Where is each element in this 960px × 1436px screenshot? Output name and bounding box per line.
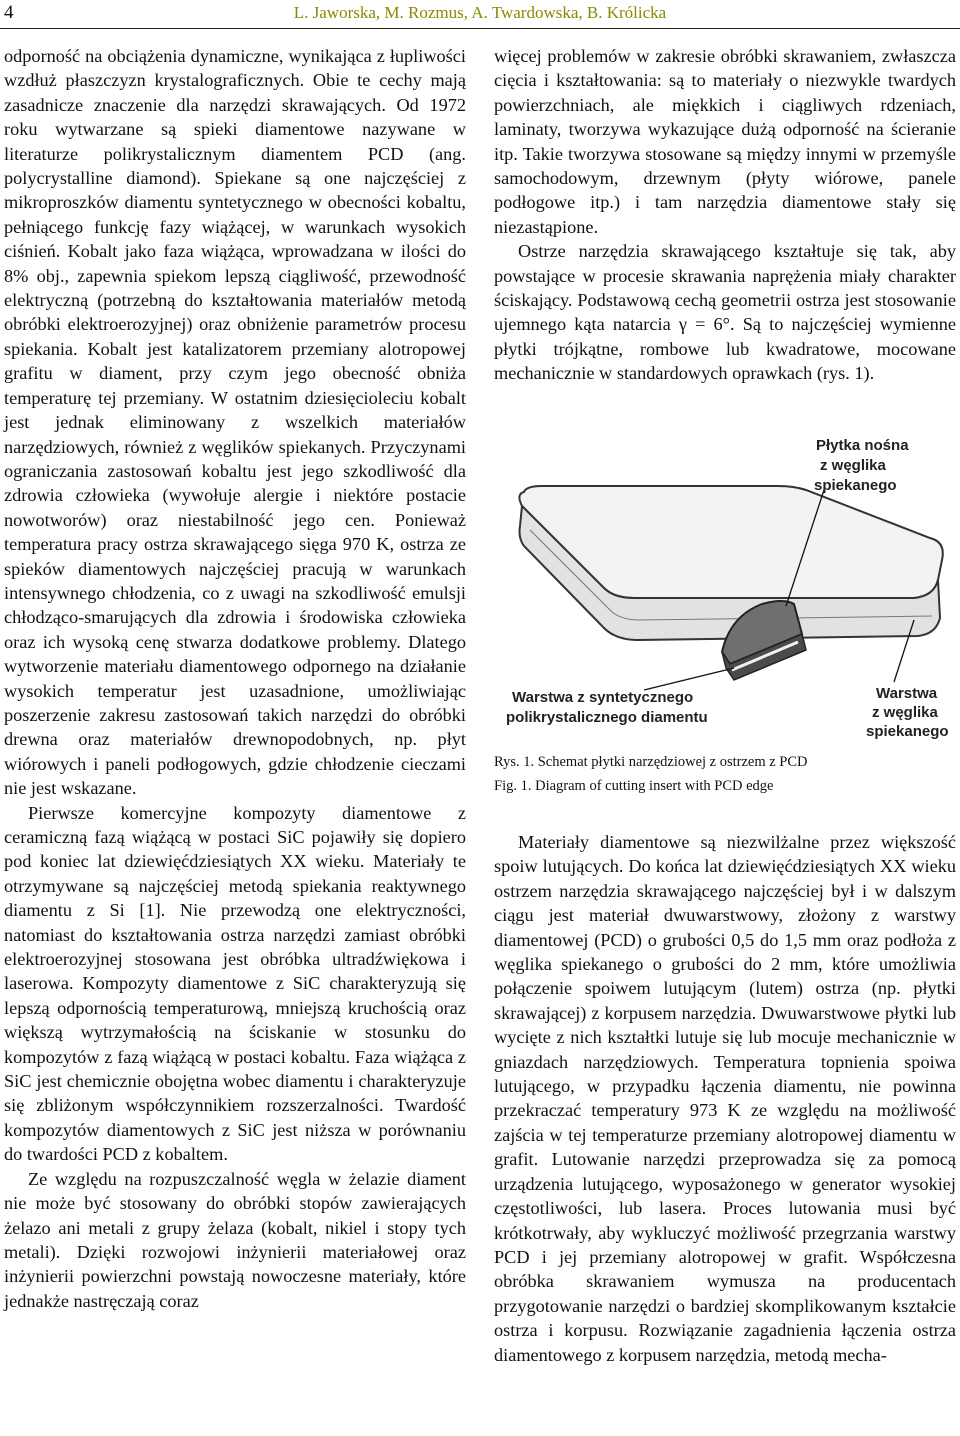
page-number: 4 [4,2,14,23]
left-paragraph-3: Ze względu na rozpuszczalność węgla w żelazie diament nie może być stosowany do obróbki stopów zawierających żelazo ani metali z grupy żelaza (kobalt, nikiel i stopy tych metali). Dzięki rozwojowi inżynierii materiałowej oraz inżynierii powierzchni powstają nowoczesne materiały, które jednakże nastręczają coraz [4,1168,466,1311]
figure-caption-en: Fig. 1. Diagram of cutting insert with PCD edge [494,778,774,794]
running-header-authors: L. Jaworska, M. Rozmus, A. Twardowska, B. Królicka [293,3,667,22]
right-column-bottom [494,830,956,1367]
label-carbide-line2: z węglika [872,704,938,721]
right-paragraph-3: Materiały diamentowe są niezwilżalne przez większość spoiw lutujących. Do końca lat dziewięćdziesiątych XX wieku ostrzem narzędzia skrawającego najczęściej był i w dalszym ciągu jest materiał dwuwarstwowy, złożony z warstwy diamentowej (PCD) o grubości 0,5 do 1,5 mm oraz podłoża z węglika spiekanego o grubości do 2 mm, które umożliwia połączenie spoiwem lutującym (lutem) ostrza (np. płytki skrawającej) z korpusem narzędzia. Dwuwarstwowe płytki lub wycięte z nich kształtki lutuje się lub mocuje mechanicznie w gniazdach narzędziowych. Temperatura topnienia spoiwa lutującego, w przypadku łączenia diamentu, nie powinna przekraczać temperatury 973 K ze względu na możliwość zajścia w tej temperaturze przemiany alotropowej diamentu w grafit. Lutowanie narzędzi przeprowadza się za pomocą urządzenia lutującego, wyposażonego w generator wysokiej częstotliwości, lub lasera. Proces lutowania musi być krótkotrwały, aby wykluczyć możliwość przegrzania warstwy PCD i jej przemiany alotropowej w grafit. Współczesna obróbka skrawaniem wymusza na producentach przygotowanie narzędzi o bardziej skomplikowanym kształcie ostrza i korpusu. Rozwiązanie zagadnienia łączenia ostrza diamentowego z korpusem narzędzia, metodą mecha- [494,832,956,1365]
label-carbide-line1: Warstwa [876,685,938,702]
left-paragraph-1: odporność na obciążenia dynamiczne, wynikająca z łupliwości wzdłuż płaszczyzn krystalograficznych. Obie te cechy mają zasadnicze znaczenie dla narzędzi skrawających. Od 1972 roku wytwarzane są spieki diamentowe nazywane w literaturze polikrystalicznym diamentem PCD (ang. polycrystalline diamond). Spiekane są one najczęściej z mikroproszków diamentu syntetycznego w obecności kobaltu, pełniącego funkcję fazy wiążącej, w warunkach wysokich ciśnień. Kobalt jako faza wiążąca, wprowadzana w ilości do 8% obj., zapewnia spiekom lepszą ciągliwość, przewodność elektryczną (potrzebną do kształtowania materiałów metodą obróbki elektroerozyjnej) oraz obniżenie parametrów procesu spiekania. Kobalt jest katalizatorem przemiany alotropowej grafitu w diament, przy czym jego obecność obniża temperaturę tej przemiany. W ostatnim dziesięcioleciu kobalt jest jednak eliminowany z wszelkich materiałów narzędziowych, również z węglików spiekanych. Przyczynami ograniczania zastosowań kobaltu jest jego szkodliwość dla zdrowia człowieka (wywołuje alergie i niektóre postacie nowotworów) oraz niestabilność jego cen. Ponieważ temperatura pracy ostrza skrawającego sięga 970 K, ostrza ze spieków diamentowych najczęściej pracują w warunkach intensywnego chłodzenia, co z uwagi na szkodliwość emulsji chłodząco-smarujących dla zdrowia i środowiska człowieka oraz ich wysoką cenę stwarza dodatkowe problemy. Dlatego wytworzenie materiału diamentowego odpornego na działanie wysokich temperatur jest uzasadnione, umożliwiając poszerzenie zakresu zastosowań takich narzędzi do obróbki drewna oraz materiałów drewnopodobnych, np. płyt wiórowych i paneli podłogowych, gdzie chłodzenie cieczami nie jest wskazane. [4,46,466,799]
label-pcd-line2: polikrystalicznego diamentu [506,709,708,726]
label-carrier-line2: z węglika [820,457,886,474]
right-paragraph-2: Ostrze narzędzia skrawającego kształtuje się tak, aby powstające w procesie skrawania naprężenia miały charakter ściskający. Podstawową cechą geometrii ostrza jest stosowanie ujemnego kąta natarcia γ = 6°. Są to najczęściej wymienne płytki trójkątne, rombowe lub kwadratowe, mocowane mechanicznie w standardowych oprawkach (rys. 1). [494,241,956,384]
figure-cutting-insert [494,420,956,742]
label-pcd-line1: Warstwa z syntetycznego [512,689,694,706]
label-carbide-line3: spiekanego [866,723,949,740]
leader-line-pcd [644,668,734,690]
figure-caption-pl: Rys. 1. Schemat płytki narzędziowej z ostrzem z PCD [494,754,808,770]
cutting-insert-diagram [494,420,956,742]
label-carrier-line3: spiekanego [814,477,897,494]
page-header [0,0,960,29]
left-paragraph-2: Pierwsze komercyjne kompozyty diamentowe z ceramiczną fazą wiążącą w postaci SiC pojawiły się dopiero pod koniec lat dziewięćdziesiątych XX wieku. Materiały te otrzymywane są najczęściej metodą spiekania reaktywnego diamentu z Si [1]. Nie przewodzą one elektryczności, natomiast do kształtowania ostrza narzędzi zamiast obróbki elektroerozyjnej stosowana jest obróbka ultradźwiękowa i laserowa. Kompozyty diamentowe z SiC charakteryzują się lepszą odpornością temperaturową, mniejszą kruchością oraz większą wytrzymałością na ściskanie w stosunku do kompozytów z fazą wiążącą w postaci kobaltu. Faza wiążąca z SiC jest chemicznie obojętna wobec diamentu i charakteryzuje się zbliżonym współczynnikiem rozszerzalności. Twardość kompozytów diamentowych z SiC jest niższa w porównaniu do twardości PCD z kobaltem. [4,802,466,1165]
left-column [4,44,466,1313]
right-paragraph-1: więcej problemów w zakresie obróbki skrawaniem, zwłaszcza cięcia i kształtowania: są to materiały o niezwykle twardych powierzchniach, ale miękkich i ciągliwych rdzeniach, laminaty, tworzywa wykazujące dużą odporność na ścieranie itp. Takie tworzywa stosowane są między innymi w przemyśle samochodowym, drzewnym (płyty wiórowe, panele podłogowe itp.) i tam narzędzia diamentowe stały się niezastąpione. [494,46,956,237]
label-carrier-line1: Płytka nośna [816,437,909,454]
right-column-top [494,44,956,386]
